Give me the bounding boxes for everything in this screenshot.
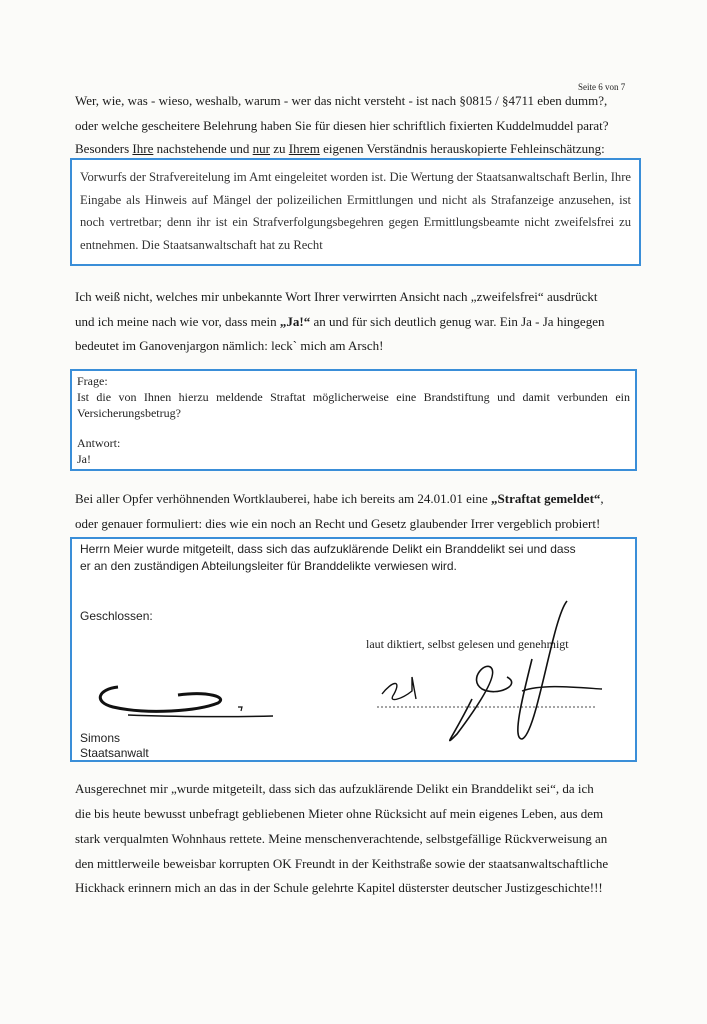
question-label: Frage: <box>77 374 108 388</box>
bold-ja: „Ja!“ <box>279 314 311 329</box>
underlined-ihre: Ihre <box>132 141 154 156</box>
protocol-excerpt-box <box>70 537 637 762</box>
paragraph-1-line-2: oder welche gescheitere Belehrung haben Sie für diesen hier schriftlich fixierten Kuddelmuddel parat? <box>75 118 609 133</box>
paragraph-4-line-4: den mittlerweile beweisbar korrupten OK Freundt in der Keithstraße sowie der staatsanwaltschaftliche <box>75 856 609 871</box>
paragraph-4-line-3: stark verqualmten Wohnhaus rettete. Meine menschenverachtende, selbstgefällige Rückverweisung an <box>75 831 608 846</box>
text-segment: eigenen Verständnis herauskopierte Fehleinschätzung: <box>319 141 605 156</box>
paragraph-2-line-3: bedeutet im Ganovenjargon nämlich: leck` mich am Arsch! <box>75 338 384 353</box>
text-segment: und ich meine nach wie vor, dass mein <box>75 314 280 329</box>
text-segment: zu <box>269 141 289 156</box>
paragraph-3-line-2: oder genauer formuliert: dies wie ein noch an Recht und Gesetz glaubender Irrer vergeblich probiert! <box>75 516 601 531</box>
quoted-excerpt-box <box>70 158 641 266</box>
protocol-line-1: Herrn Meier wurde mitgeteilt, dass sich das aufzuklärende Delikt ein Branddelikt sei und dass <box>80 542 576 556</box>
text-segment: nachstehende und <box>153 141 253 156</box>
paragraph-2-line-1: Ich weiß nicht, welches mir unbekannte Wort Ihrer verwirrten Ansicht nach „zweifelsfrei“ ausdrückt <box>75 289 598 304</box>
dictated-note: laut diktiert, selbst gelesen und genehmigt <box>366 637 569 651</box>
text-segment: Bei aller Opfer verhöhnenden Wortklauberei, habe ich bereits am 24.01.01 eine <box>75 491 492 506</box>
paragraph-4-line-2: die bis heute bewusst unbefragt gebliebenen Mieter ohne Rücksicht auf mein eigenes Leben, aus dem <box>75 806 604 821</box>
paragraph-2-line-2 <box>75 309 640 335</box>
underlined-ihrem: Ihrem <box>288 141 320 156</box>
page-number: Seite 6 von 7 <box>578 82 626 92</box>
complainant-signature <box>372 599 612 749</box>
quoted-excerpt-text: Vorwurfs der Strafvereitelung im Amt eingeleitet worden ist. Die Wertung der Staatsanwaltschaft Berlin, Ihre Eingabe als Hinweis auf Mängel der polizeilichen Ermittlungen und nicht als Strafanzeige anzusehen, ist noch vertretbar; denn ihr ist ein Strafverfolgungsbegehren gegen Ermittlungsbeamte nicht zweifelsfrei zu entnehmen. Die Staatsanwaltschaft hat zu Recht <box>80 170 631 252</box>
protocol-line-2: er an den zuständigen Abteilungsleiter für Branddelikte verwiesen wird. <box>80 559 457 573</box>
signer-title: Staatsanwalt <box>80 746 149 760</box>
question-text: Ist die von Ihnen hierzu meldende Straftat möglicherweise eine Brandstiftung und damit verbunden ein Versicherungsbetrug? <box>77 390 630 420</box>
answer-text: Ja! <box>77 452 91 466</box>
paragraph-3-line-1 <box>75 486 640 512</box>
underlined-nur: nur <box>252 141 270 156</box>
paragraph-4-line-1: Ausgerechnet mir „wurde mitgeteilt, dass sich das aufzuklärende Delikt ein Branddelikt sei“, da ich <box>75 781 594 796</box>
question-answer-box <box>70 369 637 471</box>
bold-straftat-gemeldet: „Straftat gemeldet“ <box>491 491 601 506</box>
paragraph-4-line-5: Hickhack erinnern mich an das in der Schule gelehrte Kapitel düsterster deutscher Justizgeschichte!!! <box>75 880 603 895</box>
text-segment: an und für sich deutlich genug war. Ein Ja - Ja hingegen <box>310 314 605 329</box>
text-segment: , <box>600 491 604 506</box>
signer-name: Simons <box>80 731 121 745</box>
answer-label: Antwort: <box>77 436 121 450</box>
text-segment: Besonders <box>75 141 133 156</box>
closed-label: Geschlossen: <box>80 609 153 623</box>
paragraph-1-line-1: Wer, wie, was - wieso, weshalb, warum - wer das nicht versteht - ist nach §0815 / §4711 eben dumm?, <box>75 93 608 108</box>
prosecutor-signature <box>88 677 288 722</box>
